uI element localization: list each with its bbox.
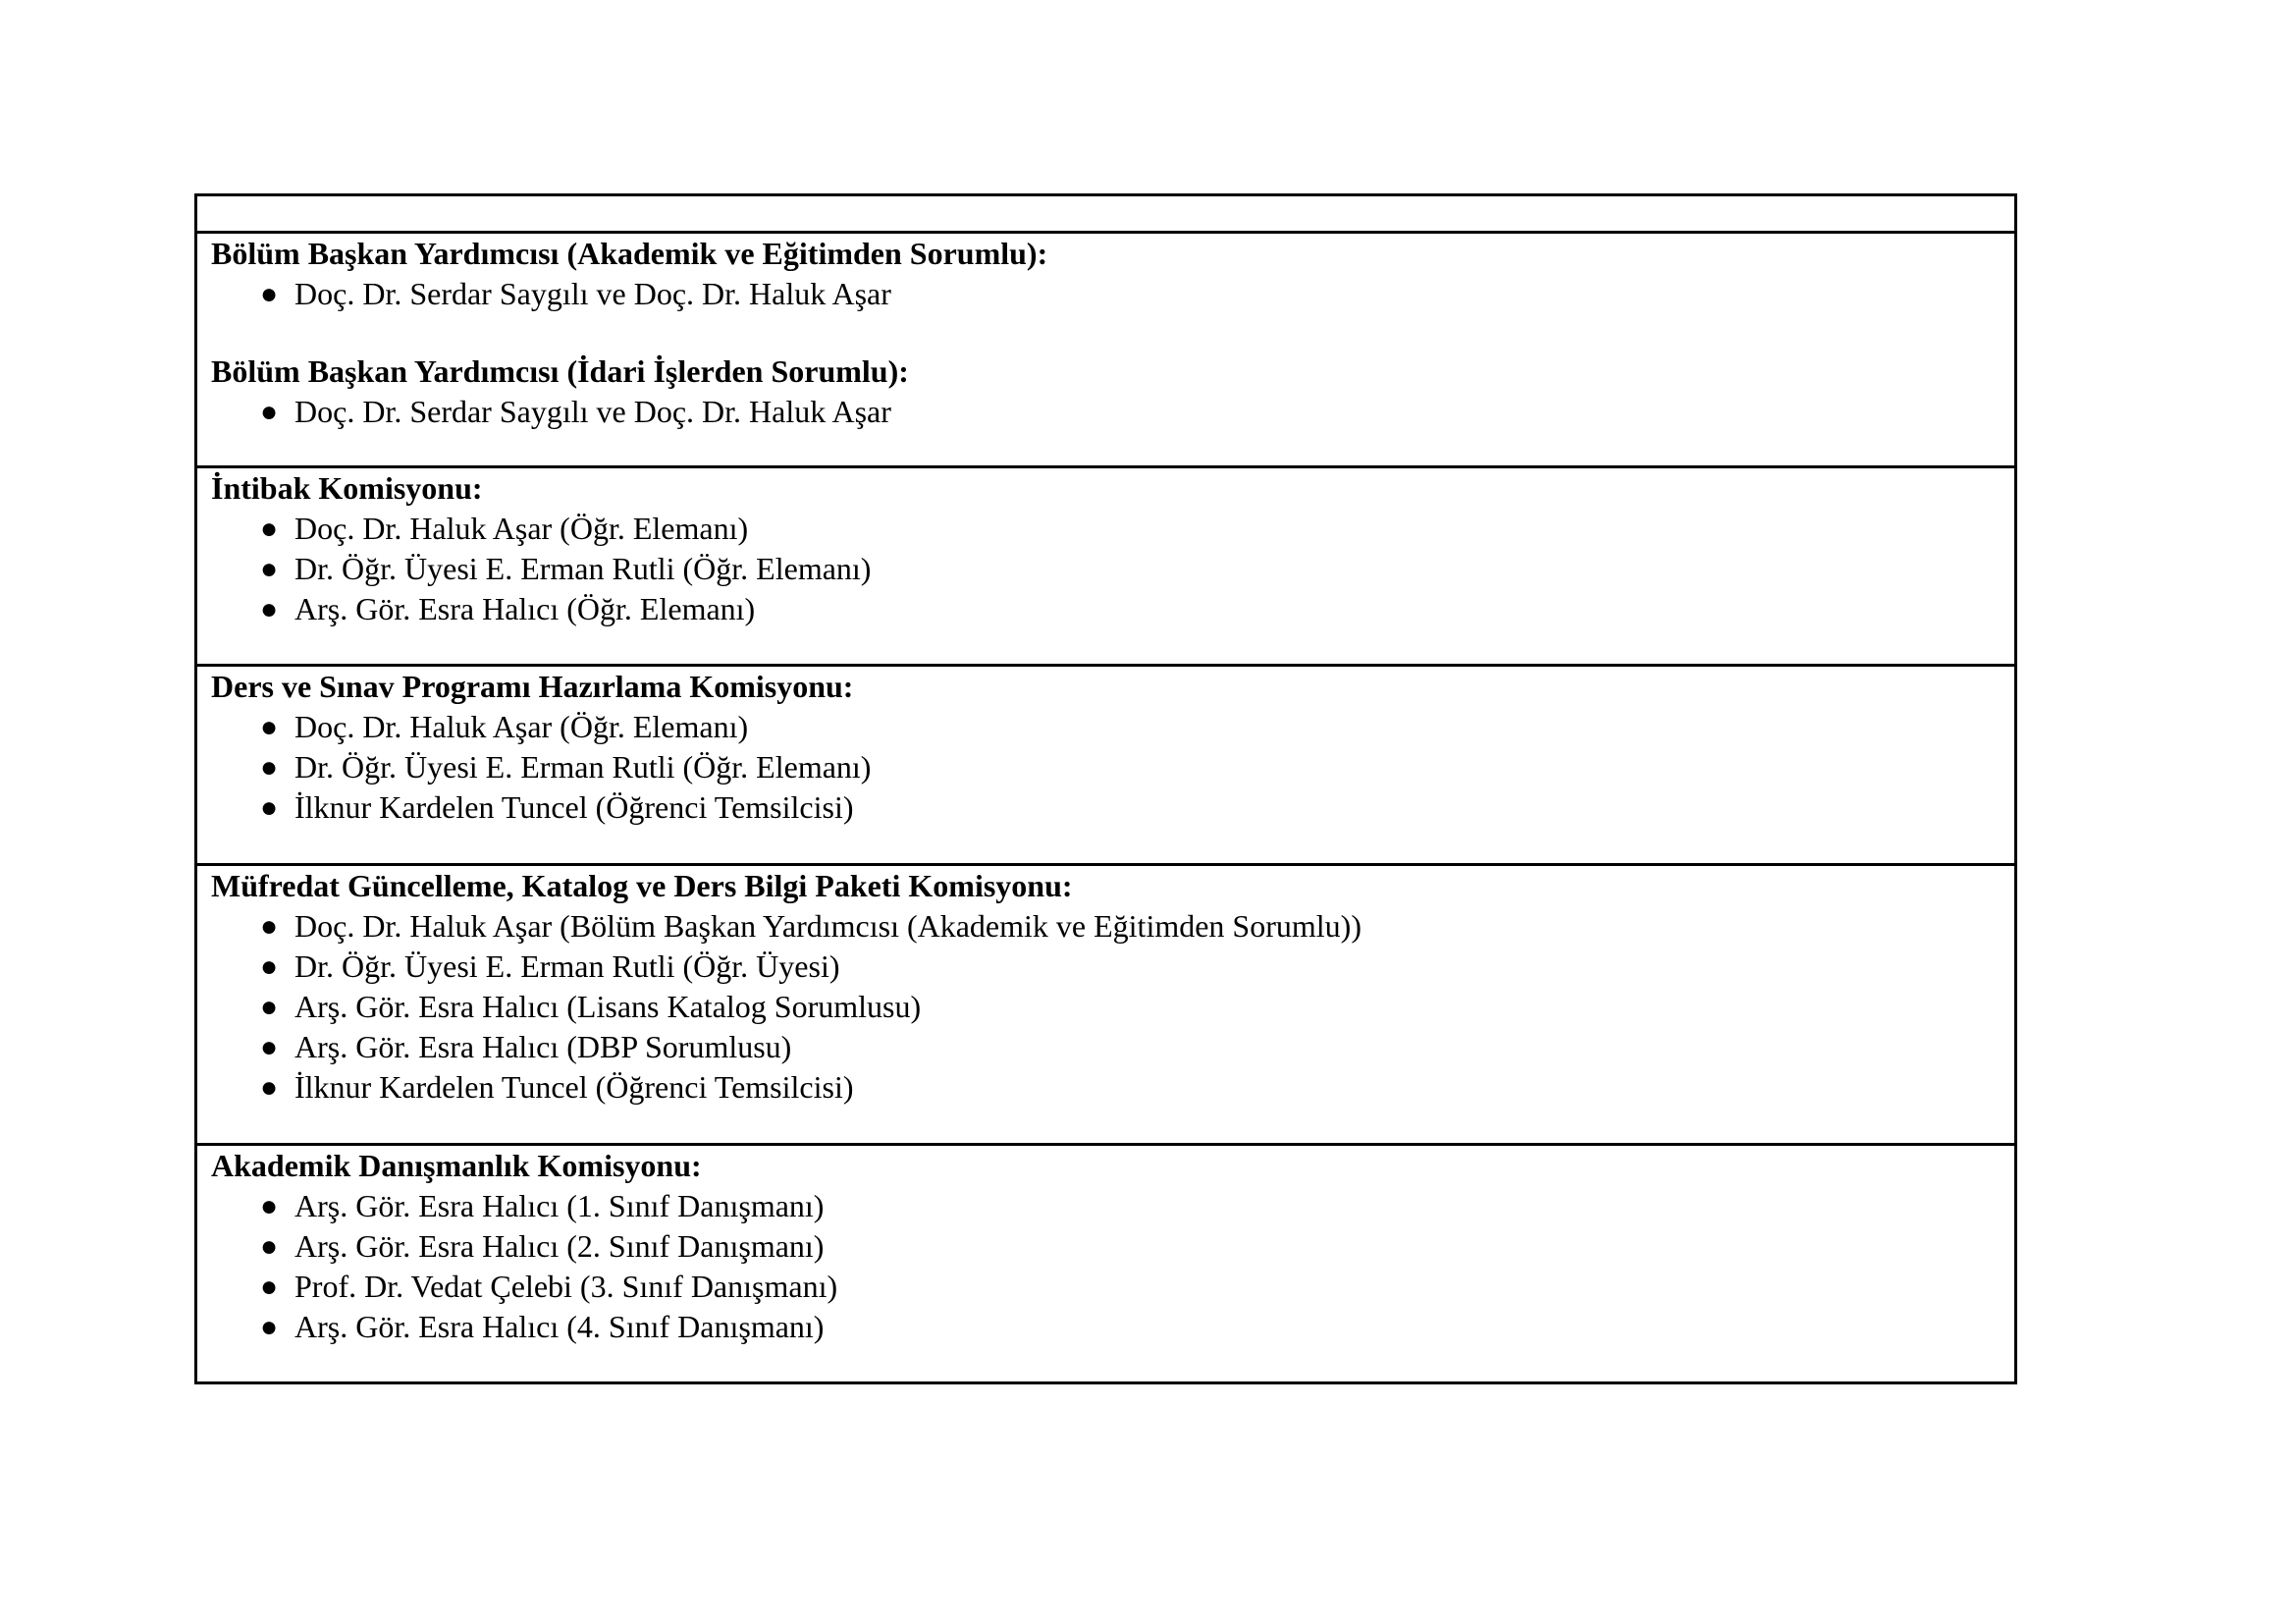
- list-item: ● Arş. Gör. Esra Halıcı (2. Sınıf Danışmanı): [211, 1226, 2001, 1267]
- section-schedule: [197, 667, 2014, 866]
- list-item: ● Doç. Dr. Haluk Aşar (Öğr. Elemanı): [211, 509, 2001, 549]
- list-item: ● Arş. Gör. Esra Halıcı (1. Sınıf Danışmanı): [211, 1186, 2001, 1226]
- list-item: ● Doç. Dr. Haluk Aşar (Öğr. Elemanı): [211, 707, 2001, 747]
- bullet-icon: ●: [260, 593, 279, 625]
- section-title: Müfredat Güncelleme, Katalog ve Ders Bilgi Paketi Komisyonu:: [211, 868, 1073, 903]
- member-list: [211, 1186, 2001, 1347]
- list-item: ● Doç. Dr. Serdar Saygılı ve Doç. Dr. Haluk Aşar: [211, 274, 2001, 314]
- member-list: [211, 274, 2001, 314]
- bullet-icon: ●: [260, 278, 279, 310]
- list-item: ● Dr. Öğr. Üyesi E. Erman Rutli (Öğr. Elemanı): [211, 549, 2001, 589]
- section-title: İntibak Komisyonu:: [211, 470, 483, 506]
- list-item: ● Arş. Gör. Esra Halıcı (DBP Sorumlusu): [211, 1027, 2001, 1067]
- bullet-icon: ●: [260, 910, 279, 943]
- list-item: ● Dr. Öğr. Üyesi E. Erman Rutli (Öğr. Elemanı): [211, 747, 2001, 787]
- section-vice-chairs: [197, 234, 2014, 468]
- bullet-icon: ●: [260, 1271, 279, 1303]
- bullet-icon: ●: [260, 1230, 279, 1263]
- bullet-icon: ●: [260, 553, 279, 585]
- bullet-icon: ●: [260, 711, 279, 743]
- list-item: ● Arş. Gör. Esra Halıcı (4. Sınıf Danışmanı): [211, 1307, 2001, 1347]
- section-intibak: [197, 468, 2014, 667]
- list-item: ● İlknur Kardelen Tuncel (Öğrenci Temsilcisi): [211, 1067, 2001, 1108]
- section-title: Akademik Danışmanlık Komisyonu:: [211, 1148, 702, 1183]
- section-advising: [197, 1146, 2014, 1381]
- list-item: ● İlknur Kardelen Tuncel (Öğrenci Temsilcisi): [211, 787, 2001, 828]
- member-list: [211, 906, 2001, 1108]
- bullet-icon: ●: [260, 1031, 279, 1063]
- list-item: ● Doç. Dr. Serdar Saygılı ve Doç. Dr. Haluk Aşar: [211, 392, 2001, 432]
- bullet-icon: ●: [260, 1311, 279, 1343]
- bullet-icon: ●: [260, 791, 279, 824]
- member-list: [211, 707, 2001, 828]
- bullet-icon: ●: [260, 1071, 279, 1104]
- section-title: Bölüm Başkan Yardımcısı (İdari İşlerden Sorumlu):: [211, 353, 909, 389]
- section-title: Ders ve Sınav Programı Hazırlama Komisyonu:: [211, 669, 854, 704]
- member-list: [211, 509, 2001, 629]
- bullet-icon: ●: [260, 1190, 279, 1222]
- list-item: ● Prof. Dr. Vedat Çelebi (3. Sınıf Danışmanı): [211, 1267, 2001, 1307]
- table-header-row: [197, 196, 2014, 234]
- list-item: ● Arş. Gör. Esra Halıcı (Lisans Katalog Sorumlusu): [211, 987, 2001, 1027]
- bullet-icon: ●: [260, 396, 279, 428]
- section-title: Bölüm Başkan Yardımcısı (Akademik ve Eğitimden Sorumlu):: [211, 236, 1048, 271]
- list-item: ● Dr. Öğr. Üyesi E. Erman Rutli (Öğr. Üyesi): [211, 947, 2001, 987]
- section-curriculum: [197, 866, 2014, 1146]
- committee-table: [194, 193, 2017, 1384]
- member-list: [211, 392, 2001, 432]
- bullet-icon: ●: [260, 513, 279, 545]
- bullet-icon: ●: [260, 950, 279, 983]
- list-item: ● Doç. Dr. Haluk Aşar (Bölüm Başkan Yardımcısı (Akademik ve Eğitimden Sorumlu)): [211, 906, 2001, 947]
- list-item: ● Arş. Gör. Esra Halıcı (Öğr. Elemanı): [211, 589, 2001, 629]
- bullet-icon: ●: [260, 751, 279, 784]
- bullet-icon: ●: [260, 991, 279, 1023]
